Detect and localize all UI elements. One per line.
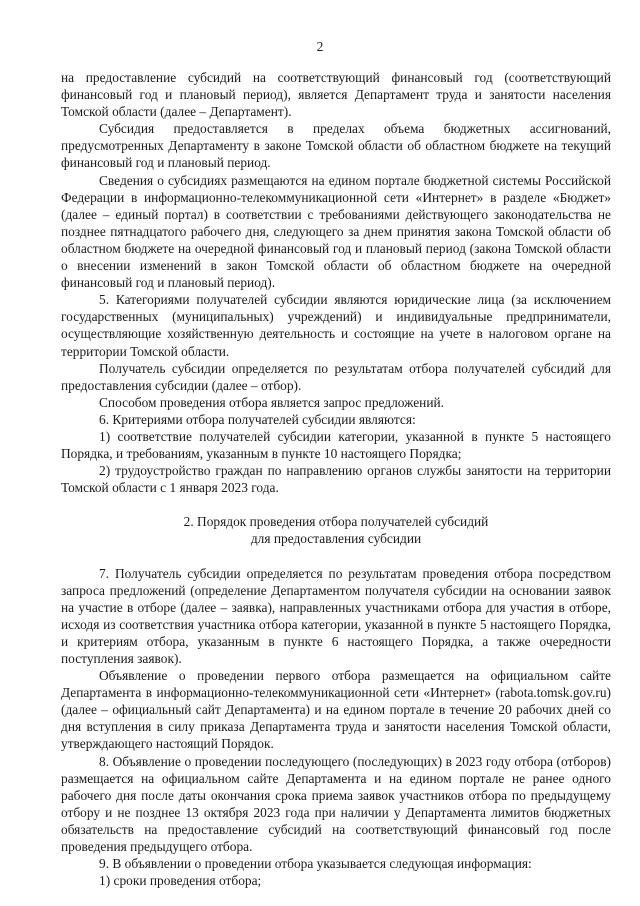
paragraph: 9. В объявлении о проведении отбора указывается следующая информация:	[99, 856, 532, 872]
paragraph: 5. Категориями получателей субсидии являются юридические лица (за исключением государственных (муниципальных) учреждений) и индивидуальные предприниматели, осуществляющие хозяйственную деятельность и состоящие на учете в налоговом органе на территории Томской области.	[61, 292, 611, 359]
paragraph: Способом проведения отбора является запрос предложений.	[99, 394, 445, 410]
paragraph: 7. Получатель субсидии определяется по результатам проведения отбора посредством запроса предложений (определение Департаментом получателя субсидии на основании заявок на участие в отборе (далее – заявка), направленных участниками отбора для участия в отборе, исходя из соответствия участника отбора категории, указанной в пункте 5 настоящего Порядка, и критериям отбора, указанным в пункте 6 настоящего Порядка, а также очередности поступления заявок).	[61, 565, 611, 666]
spacer	[61, 548, 611, 565]
paragraph: на предоставление субсидий на соответствующий финансовый год (соответствующий финансовый год и плановый период), является Департамент труда и занятости населения Томской области (далее – Департамент).	[61, 70, 611, 120]
section-heading-line: 2. Порядок проведения отбора получателей субсидий	[183, 514, 489, 530]
paragraph: 8. Объявление о проведении последующего (последующих) в 2023 году отбора (отборов) размещается на официальном сайте Департамента и на едином портале не ранее одного рабочего дня после даты окончания срока приема заявок участников отбора по предыдущему отбору и не позднее 13 октября 2023 года при наличии у Департамента лимитов бюджетных обязательств на предоставление субсидий на соответствующий финансовый год после проведения предыдущего отбора.	[61, 753, 611, 855]
paragraph: Объявление о проведении первого отбора размещается на официальном сайте Департамента в информационно-телекоммуникационной сети «Интернет» (rabota.tomsk.gov.ru) (далее – официальный сайт Департамента) и на едином портале в течение 20 рабочих дней со дня вступления в силу приказа Департамента труда и занятости населения Томской области, утверждающего настоящий Порядок.	[61, 668, 611, 752]
document-body	[61, 69, 611, 889]
section-heading	[61, 513, 611, 547]
paragraph: 1) сроки проведения отбора;	[99, 873, 262, 889]
paragraphs-before	[61, 69, 611, 496]
paragraph: Субсидия предоставляется в пределах объема бюджетных ассигнований, предусмотренных Департаменту в законе Томской области об областном бюджете на текущий финансовый год и плановый период.	[61, 121, 611, 171]
section-heading-line: для предоставления субсидии	[250, 531, 422, 547]
page-number: 2	[316, 39, 324, 54]
paragraph: 1) соответствие получателей субсидии категории, указанной в пункте 5 настоящего Порядка, и требованиям, указанным в пункте 10 настоящего Порядка;	[61, 428, 611, 462]
paragraphs-after	[61, 565, 611, 890]
spacer	[61, 496, 611, 513]
paragraph: Получатель субсидии определяется по результатам отбора получателей субсидий для предоставления субсидии (далее – отбор).	[61, 360, 611, 393]
paragraph: Сведения о субсидиях размещаются на едином портале бюджетной системы Российской Федерации в информационно-телекоммуникационной сети «Интернет» в разделе «Бюджет» (далее – единый портал) в соответствии с требованиями действующего законодательства не позднее пятнадцатого рабочего дня, следующего за днем принятия закона Томской области об областном бюджете на очередной финансовый год и плановый период (закона Томской области о внесении изменений в закон Томской области об областном бюджете на очередной финансовый год и плановый период).	[61, 172, 611, 291]
paragraph: 6. Критериями отбора получателей субсидии являются:	[99, 411, 416, 427]
paragraph: 2) трудоустройство граждан по направлению органов службы занятости на территории Томской области с 1 января 2023 года.	[61, 463, 611, 496]
